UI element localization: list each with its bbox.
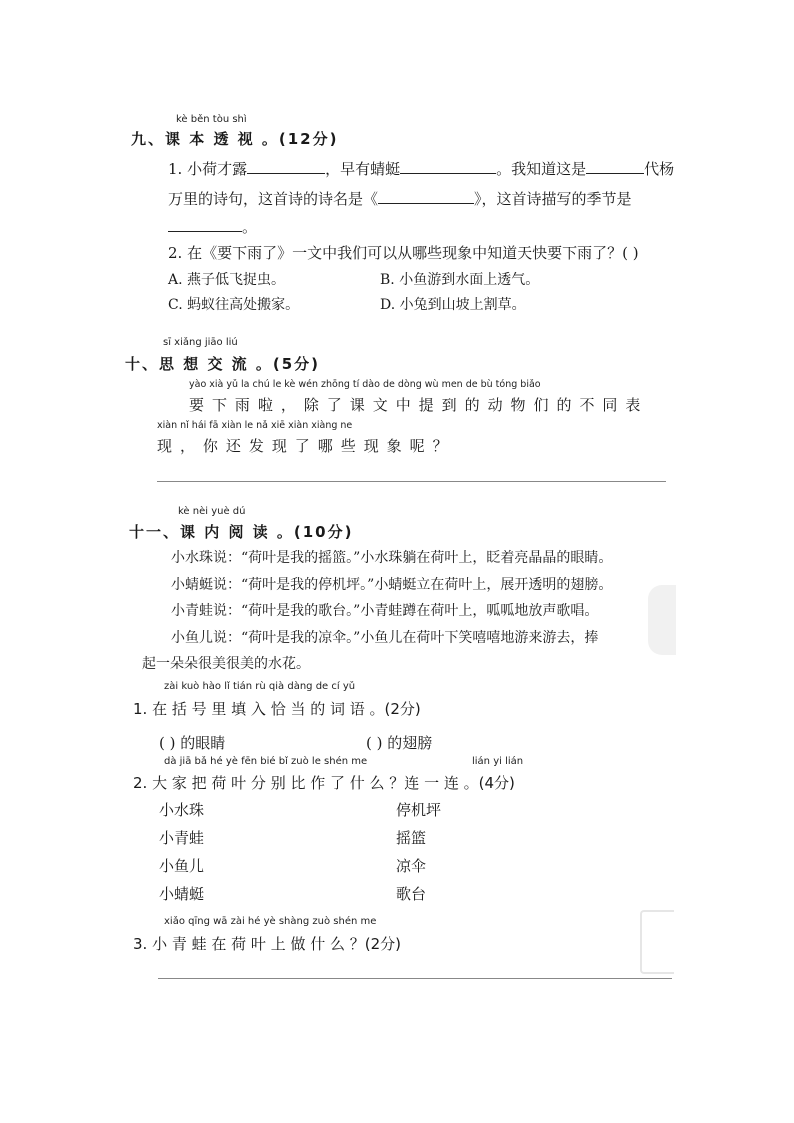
q11-sub2-pinyin: dà jiā bǎ hé yè fēn bié bǐ zuò le shén me <box>164 756 368 767</box>
q10-line1-pinyin: yào xià yǔ la chú le kè wén zhōng tí dào de dòng wù men de bù tóng biǎo <box>189 379 541 390</box>
q10-title: 十、思 想 交 流 。(5分) <box>125 355 321 373</box>
q9-option-d[interactable]: D. 小兔到山坡上割草。 <box>380 297 526 313</box>
q9-title: 九、课 本 透 视 。(12分) <box>131 130 339 148</box>
q9-item1-text-e: 万里的诗句，这首诗的诗名是《 <box>168 190 379 208</box>
q10-line2-text: 现 ， 你 还 发 现 了 哪 些 现 象 呢 ？ <box>157 437 450 455</box>
q9-item1-text-d: 代杨 <box>644 160 675 178</box>
match-left-item[interactable]: 小鱼儿 <box>159 857 205 875</box>
q11-sub3-pinyin: xiǎo qīng wā zài hé yè shàng zuò shén me <box>164 916 377 927</box>
q11-sub1-fill-b[interactable]: ( ) 的翅膀 <box>366 734 433 752</box>
q11-sub1-title: 1. 在 括 号 里 填 入 恰 当 的 词 语 。(2分) <box>133 700 421 718</box>
q9-item1-line3 <box>168 216 257 237</box>
match-right-item[interactable]: 歌台 <box>396 885 427 903</box>
answer-blank[interactable] <box>586 159 644 174</box>
q9-item1-text-g: 。 <box>242 218 258 236</box>
match-right-item[interactable]: 停机坪 <box>396 801 442 819</box>
q11-title: 十一、课 内 阅 读 。(10分) <box>129 523 354 541</box>
q10-line2-pinyin: xiàn nǐ hái fā xiàn le nǎ xiē xiàn xiàng ne <box>157 420 353 431</box>
q11-passage-line3: 小青蛙说：“荷叶是我的歌台。”小青蛙蹲在荷叶上，呱呱地放声歌唱。 <box>171 603 599 619</box>
q9-title-pinyin: kè běn tòu shì <box>176 114 247 125</box>
q9-option-b[interactable]: B. 小鱼游到水面上透气。 <box>380 272 540 288</box>
q9-item1-text-f: 》，这首诗描写的季节是 <box>474 190 632 208</box>
match-right-item[interactable]: 摇篮 <box>396 829 427 847</box>
q9-option-a[interactable]: A. 燕子低飞捉虫。 <box>168 272 286 288</box>
q9-option-c[interactable]: C. 蚂蚁往高处搬家。 <box>168 297 300 313</box>
q11-passage-line2: 小蜻蜓说：“荷叶是我的停机坪。”小蜻蜓立在荷叶上，展开透明的翅膀。 <box>171 577 613 593</box>
q9-item1-text-a: 1. 小荷才露 <box>168 160 248 178</box>
q9-item1-line1 <box>168 158 674 179</box>
answer-line[interactable] <box>157 481 666 482</box>
q11-title-pinyin: kè nèi yuè dú <box>178 506 246 517</box>
match-left-item[interactable]: 小蜻蜓 <box>159 885 205 903</box>
q11-passage-line5: 起一朵朵很美很美的水花。 <box>142 656 310 672</box>
watermark-decoration <box>648 585 676 655</box>
match-right-item[interactable]: 凉伞 <box>396 857 427 875</box>
q11-sub2-title: 2. 大 家 把 荷 叶 分 别 比 作 了 什 么 ？连 一 连 。(4分) <box>133 774 515 792</box>
watermark-decoration <box>640 910 674 974</box>
answer-blank[interactable] <box>378 189 474 204</box>
match-left-item[interactable]: 小水珠 <box>159 801 205 819</box>
answer-blank[interactable] <box>247 159 325 174</box>
q11-sub3-title: 3. 小 青 蛙 在 荷 叶 上 做 什 么 ？(2分) <box>133 935 402 953</box>
q9-item1-text-c: 。我知道这是 <box>496 160 587 178</box>
q9-item1-line2 <box>168 188 632 209</box>
answer-line[interactable] <box>158 978 672 979</box>
q9-item2-stem: 2. 在《要下雨了》一文中我们可以从哪些现象中知道天快要下雨了？( ) <box>168 244 639 262</box>
answer-blank[interactable] <box>400 159 496 174</box>
q11-passage-line4: 小鱼儿说：“荷叶是我的凉伞。”小鱼儿在荷叶下笑嘻嘻地游来游去，捧 <box>171 630 599 646</box>
answer-blank[interactable] <box>168 217 242 232</box>
q11-sub1-fill-a[interactable]: ( ) 的眼睛 <box>159 734 226 752</box>
match-left-item[interactable]: 小青蛙 <box>159 829 205 847</box>
q9-item1-text-b: ，早有蜻蜓 <box>325 160 401 178</box>
q11-sub2-pinyin-b: lián yi lián <box>472 756 524 767</box>
q10-title-pinyin: sī xiǎng jiāo liú <box>163 337 238 348</box>
q11-passage-line1: 小水珠说：“荷叶是我的摇篮。”小水珠躺在荷叶上，眨着亮晶晶的眼睛。 <box>171 550 613 566</box>
q10-line1-text: 要 下 雨 啦 ， 除 了 课 文 中 提 到 的 动 物 们 的 不 同 表 <box>189 396 642 414</box>
q11-sub1-pinyin: zài kuò hào lǐ tián rù qià dàng de cí yǔ <box>164 681 356 692</box>
